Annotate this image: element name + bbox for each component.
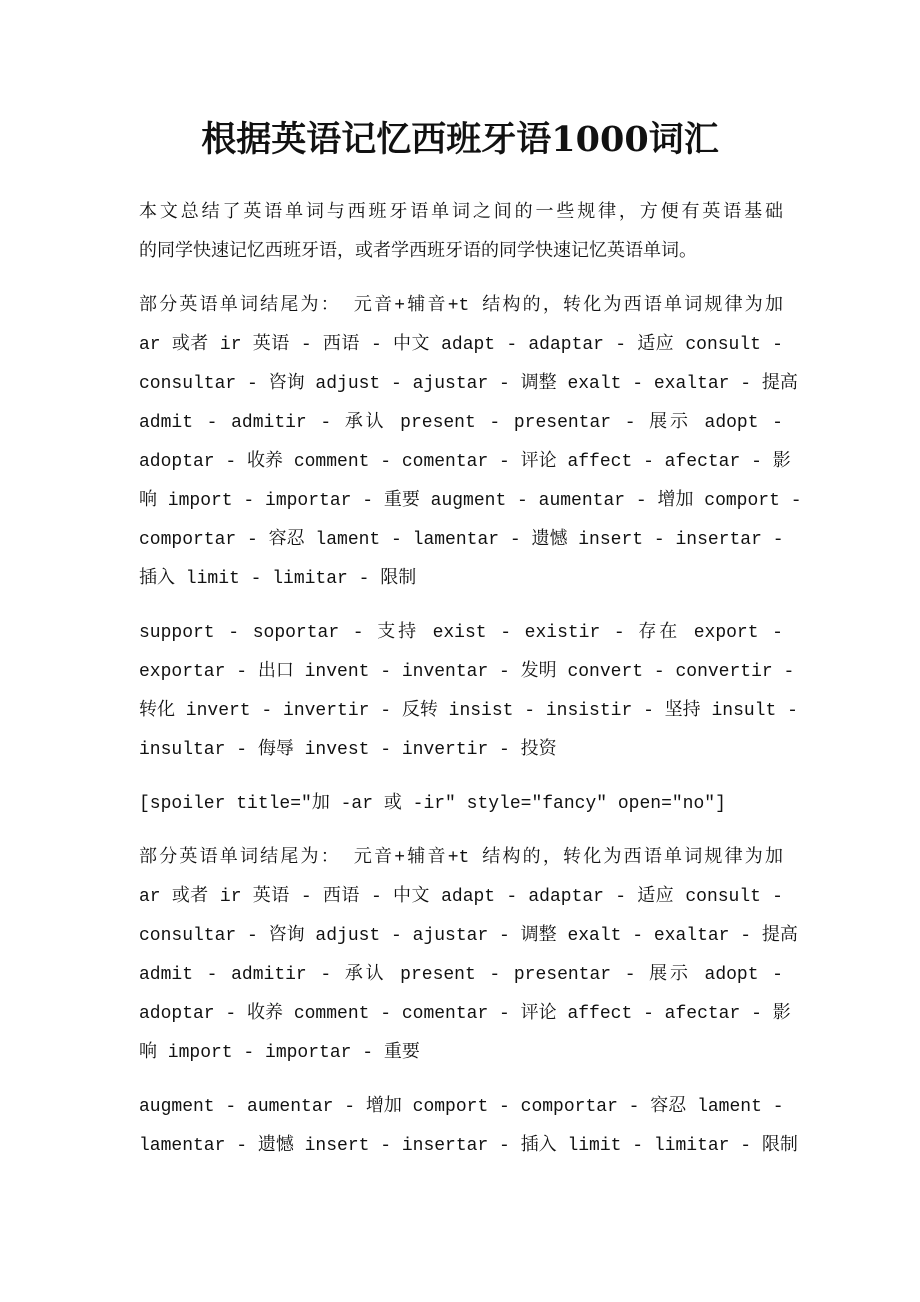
paragraph — [139, 1088, 798, 1166]
paragraph — [139, 194, 783, 272]
text-line: 的同学快速记忆西班牙语，或者学西班牙语的同学快速记忆英语单词。 — [139, 242, 697, 262]
text-line: augment - aumentar - 增加 comport - comportar - 容忍 lament - — [139, 1097, 784, 1117]
paragraph — [139, 614, 798, 770]
text-line: 响 import - importar - 重要 augment - aumentar - 增加 comport - — [139, 491, 802, 511]
text-line: support - soportar - 支持 exist - existir - 存在 export - — [139, 623, 783, 643]
paragraph — [139, 287, 802, 599]
text-line: adoptar - 收养 comment - comentar - 评论 affect - afectar - 影 — [139, 452, 791, 472]
text-line: exportar - 出口 invent - inventar - 发明 convert - convertir - — [139, 662, 795, 682]
text-line: 响 import - importar - 重要 — [139, 1043, 420, 1063]
document-title: 根据英语记忆西班牙语1000词汇 — [201, 119, 719, 160]
text-line: admit - admitir - 承认 present - presentar - 展示 adopt - — [139, 413, 783, 433]
text-line: 部分英语单词结尾为： 元音+辅音+t 结构的，转化为西语单词规律为加 — [139, 296, 783, 316]
document-body — [139, 194, 802, 1181]
text-line: 部分英语单词结尾为： 元音+辅音+t 结构的，转化为西语单词规律为加 — [139, 848, 783, 868]
text-line: consultar - 咨询 adjust - ajustar - 调整 exalt - exaltar - 提高 — [139, 926, 798, 946]
text-line: ar 或者 ir 英语 - 西语 - 中文 adapt - adaptar - 适应 consult - — [139, 335, 783, 355]
text-line: lamentar - 遗憾 insert - insertar - 插入 limit - limitar - 限制 — [139, 1136, 798, 1156]
text-line: admit - admitir - 承认 present - presentar - 展示 adopt - — [139, 965, 783, 985]
text-line: insultar - 侮辱 invest - invertir - 投资 — [139, 740, 557, 760]
paragraph — [139, 785, 783, 824]
text-line: 转化 invert - invertir - 反转 insist - insistir - 坚持 insult - — [139, 701, 798, 721]
paragraph — [139, 839, 798, 1073]
text-line: comportar - 容忍 lament - lamentar - 遗憾 insert - insertar - — [139, 530, 784, 550]
text-line: [spoiler title="加 -ar 或 -ir" style="fancy" open="no"] — [139, 794, 726, 814]
text-line: 插入 limit - limitar - 限制 — [139, 569, 417, 589]
text-line: consultar - 咨询 adjust - ajustar - 调整 exalt - exaltar - 提高 — [139, 374, 798, 394]
text-line: adoptar - 收养 comment - comentar - 评论 affect - afectar - 影 — [139, 1004, 791, 1024]
text-line: 本文总结了英语单词与西班牙语单词之间的一些规律，方便有英语基础 — [139, 203, 783, 223]
text-line: ar 或者 ir 英语 - 西语 - 中文 adapt - adaptar - 适应 consult - — [139, 887, 783, 907]
